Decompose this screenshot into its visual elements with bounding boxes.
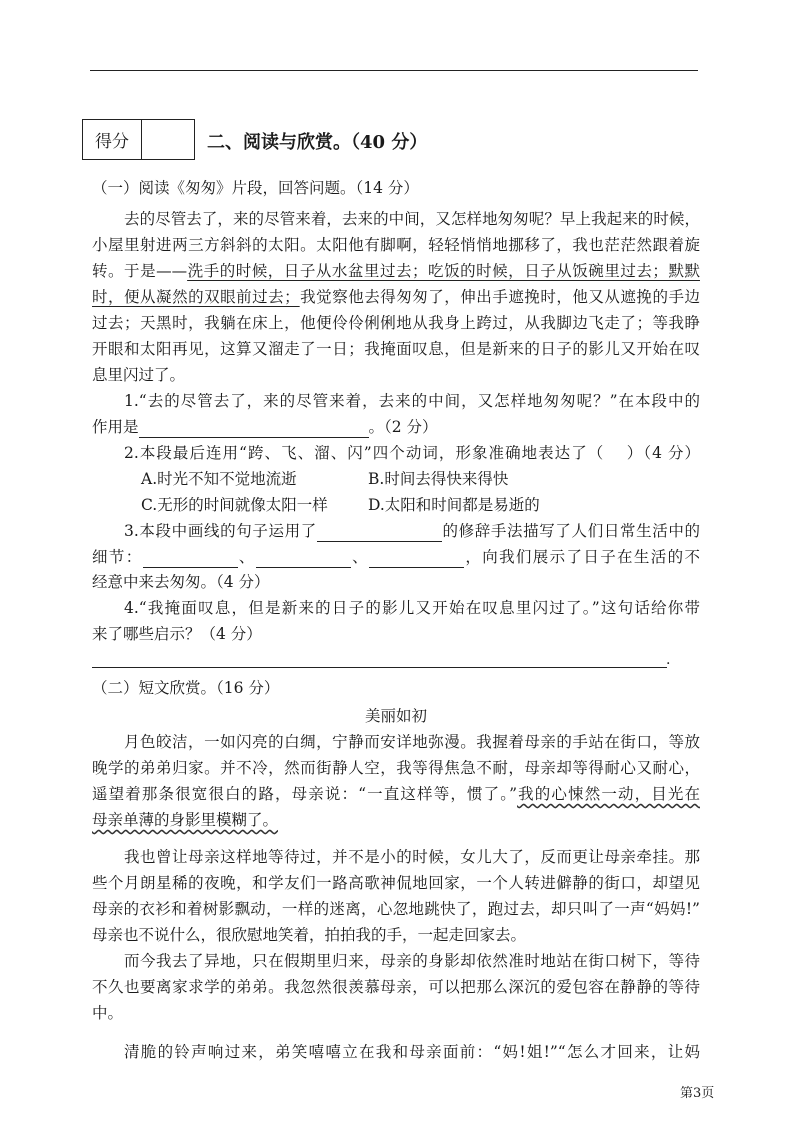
text-segment: 母亲也不说什么，很欣慰地笑着，拍拍我的手，一起走回家去。	[92, 926, 527, 944]
text-line	[92, 597, 700, 619]
text-line	[92, 1041, 700, 1063]
answer-blank[interactable]	[256, 549, 351, 568]
text-line	[92, 872, 700, 894]
page-number: 第3页	[680, 1086, 715, 1101]
text-segment: ，向我们展示了日子在生活的不	[464, 548, 700, 566]
text-line	[92, 705, 700, 727]
text-segment: 来了哪些启示？（4 分）	[92, 625, 262, 643]
text-line	[92, 757, 700, 779]
text-segment: 转。于是——	[92, 262, 188, 280]
text-line	[92, 177, 700, 199]
answer-blank[interactable]	[317, 523, 442, 542]
text-line	[92, 494, 700, 516]
text-segment: （一）阅读《匆匆》片段，回答问题。（14 分）	[92, 179, 419, 197]
answer-blank[interactable]	[139, 419, 369, 438]
text-segment: 母亲的衣衫和着树影飘动，一样的迷离，心忽地跳快了，跑过去，却只叫了一声“妈妈!”	[92, 900, 700, 918]
text-line	[92, 338, 700, 360]
text-segment: 不久也要离家求学的弟弟。我忽然很羡慕母亲，可以把那么深沉的爱包容在静静的等待	[92, 978, 700, 996]
section-title: 二、阅读与欣赏。（40 分）	[207, 132, 428, 153]
text-segment: （二）短文欣赏。（16 分）	[92, 679, 280, 697]
text-line	[92, 677, 700, 699]
text-segment: 清脆的铃声响过来，弟笑嘻嘻立在我和母亲面前：“妈!姐!”“怎么才回来，让妈	[124, 1043, 700, 1061]
text-line	[92, 234, 700, 256]
score-label: 得分	[83, 120, 142, 159]
text-segment: 些个月朗星稀的夜晚，和学友们一路高歌神侃地回家，一个人转进僻静的街口，却望见	[92, 874, 700, 892]
text-segment: 遥望着那条很宽很白的路，母亲说：“一直这样等，惯了。”	[92, 785, 518, 803]
text-line	[92, 442, 700, 464]
text-line	[92, 976, 700, 998]
text-line	[92, 208, 700, 230]
text-line	[92, 546, 700, 568]
text-segment: 。（2 分）	[368, 418, 438, 436]
choice-option: C.无形的时间就像太阳一样	[141, 496, 328, 514]
text-segment: 、	[350, 548, 370, 566]
text-segment: 过去；天黑时，我躺在床上，他便伶伶俐俐地从我身上跨过，从我脚边飞走了；等我睁	[92, 314, 700, 332]
underlined-sentence: 时，便从凝然的双眼前过去；	[92, 288, 300, 306]
text-segment: 我也曾让母亲这样地等待过，并不是小的时候，女儿大了，反而更让母亲牵挂。那	[124, 848, 700, 866]
text-line	[92, 260, 700, 282]
text-line	[92, 468, 700, 490]
wavy-underlined-sentence: 母亲单薄的身影里模糊了。	[92, 811, 279, 829]
text-segment: 经意中来去匆匆。（4 分）	[92, 573, 270, 591]
text-line	[92, 731, 700, 753]
text-segment: 的修辞手法描写了人们日常生活中的	[441, 522, 700, 540]
text-line	[92, 809, 700, 831]
text-segment: 、	[237, 548, 256, 566]
score-field[interactable]	[142, 120, 194, 159]
text-line	[92, 520, 700, 542]
text-segment: 细节：	[92, 548, 143, 566]
text-segment: 我觉察他去得匆匆了，伸出手遮挽时，他又从遮挽的手边	[299, 288, 700, 306]
text-line	[92, 390, 700, 412]
text-segment: 美丽如初	[364, 707, 427, 725]
text-line	[92, 286, 700, 308]
text-line	[92, 623, 700, 645]
text-segment: 1.“去的尽管去了，来的尽管来着，去来的中间，又怎样地匆匆呢？”在本段中的	[124, 392, 700, 410]
answer-blank[interactable]	[143, 549, 238, 568]
text-segment: 小屋里射进两三方斜斜的太阳。太阳他有脚啊，轻轻悄悄地挪移了，我也茫茫然跟着旋	[92, 236, 700, 254]
text-segment: 中。	[92, 1004, 124, 1022]
text-segment: 4.“我掩面叹息，但是新来的日子的影儿又开始在叹息里闪过了。”这句话给你带	[124, 599, 700, 617]
text-segment: 2.本段最后连用“跨、飞、溜、闪”四个动词，形象准确地表达了（ ）（4 分）	[124, 444, 700, 462]
text-line	[92, 846, 700, 868]
text-line	[92, 312, 700, 334]
answer-blank[interactable]	[369, 549, 464, 568]
header-rule	[90, 70, 698, 71]
text-segment: 息里闪过了。	[92, 366, 186, 384]
text-line	[92, 416, 700, 438]
text-segment: 月色皎洁，一如闪亮的白绸，宁静而安详地弥漫。我握着母亲的手站在街口，等放	[124, 733, 700, 751]
choice-option: A.时光不知不觉地流逝	[141, 470, 297, 488]
text-segment: 而今我去了异地，只在假期里归来，母亲的身影却依然准时地站在街口树下，等待	[124, 952, 700, 970]
text-line	[92, 898, 700, 920]
answer-line-q4[interactable]	[92, 667, 667, 668]
text-segment: 开眼和太阳再见，这算又溜走了一日；我掩面叹息，但是新来的日子的影儿又开始在叹	[92, 340, 700, 358]
text-line	[92, 950, 700, 972]
text-segment: 3.本段中画线的句子运用了	[124, 522, 317, 540]
text-segment: 去的尽管去了，来的尽管来着，去来的中间，又怎样地匆匆呢？早上我起来的时候，	[124, 210, 700, 228]
text-line	[92, 924, 700, 946]
text-line	[92, 783, 700, 805]
choice-option: D.太阳和时间都是易逝的	[368, 496, 540, 514]
wavy-underlined-sentence: 我的心悚然一动，目光在	[517, 785, 700, 803]
text-segment: 晚学的弟弟归家。并不冷，然而街静人空，我等得焦急不耐，母亲却等得耐心又耐心，	[92, 759, 700, 777]
choice-option: B.时间去得快来得快	[368, 470, 509, 488]
answer-dot: .	[666, 652, 671, 668]
underlined-sentence: 洗手的时候，日子从水盆里过去；吃饭的时候，日子从饭碗里过去；默默	[187, 262, 700, 280]
text-line	[92, 571, 700, 593]
score-box	[82, 119, 195, 160]
text-segment: 作用是	[92, 418, 139, 436]
text-line	[92, 1002, 700, 1024]
text-line	[92, 364, 700, 386]
